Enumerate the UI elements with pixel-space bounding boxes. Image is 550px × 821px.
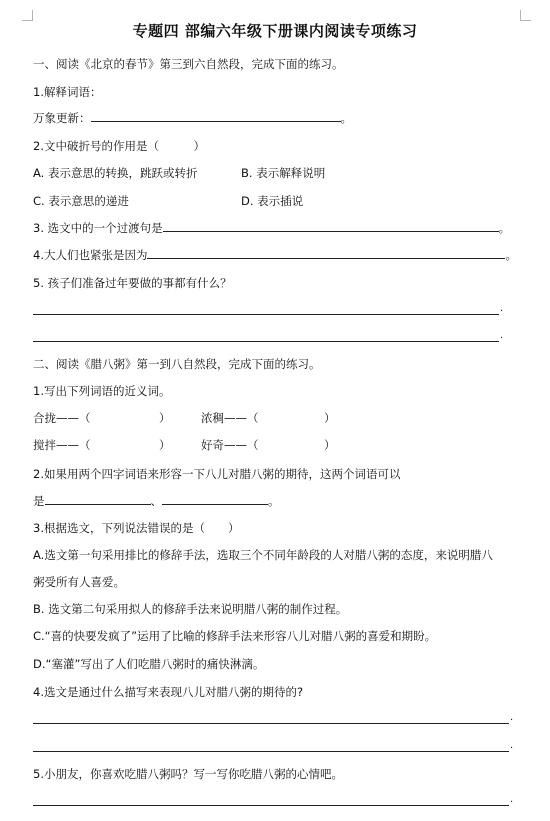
s2-q5-dot-1: . xyxy=(510,794,514,805)
s2-q1-pair-2-left: 搅拌——（ xyxy=(33,438,91,452)
s1-q4-end: 。 xyxy=(505,248,517,262)
s2-q1-pair-2-left-close: ） xyxy=(159,438,171,452)
s2-q2-start: 是 xyxy=(33,494,45,508)
s2-q2-blank-2 xyxy=(162,494,268,505)
section2-heading: 二、阅读《腊八粥》第一到八自然段，完成下面的练习。 xyxy=(33,357,321,371)
s1-q5-dot-1: . xyxy=(500,303,504,314)
s2-q4-answer-line-2 xyxy=(33,751,509,752)
s2-q1-pair-1-right: 浓稠——（ xyxy=(201,411,259,425)
s2-q3-option-c: C.“喜的快要发疯了”运用了比喻的修辞手法来形容八儿对腊八粥的喜爱和期盼。 xyxy=(33,629,437,643)
s1-q2: 2.文中破折号的作用是（ ） xyxy=(33,139,205,153)
s1-q1-term: 万象更新： xyxy=(33,111,91,125)
s2-q4: 4.选文是通过什么描写来表现八儿对腊八粥的期待的? xyxy=(33,685,304,699)
s2-q1-pair-2-right: 好奇——（ xyxy=(201,438,259,452)
s2-q4-answer-line-1 xyxy=(33,723,509,724)
s2-q2-blank-1 xyxy=(45,494,151,505)
s1-q1: 1.解释词语： xyxy=(33,85,102,99)
s2-q2-line1: 2.如果用两个四字词语来形容一下八儿对腊八粥的期待，这两个词语可以 xyxy=(33,467,401,481)
s1-q5-answer-line-1 xyxy=(33,314,499,315)
s1-q1-blank xyxy=(91,111,341,122)
s1-q3-blank xyxy=(163,221,499,232)
s1-q5: 5. 孩子们准备过年要做的事都有什么？ xyxy=(33,276,232,290)
s1-q4-line xyxy=(33,247,517,263)
s2-q1-pair-1-right-close: ） xyxy=(324,411,336,425)
s2-q3: 3.根据选文，下列说法错误的是（ ） xyxy=(33,521,240,535)
s2-q1: 1.写出下列词语的近义词。 xyxy=(33,384,171,398)
section1-heading: 一、阅读《北京的春节》第三到六自然段，完成下面的练习。 xyxy=(33,57,344,71)
s2-q1-pair-2-right-close: ） xyxy=(324,438,336,452)
s1-q1-end: 。 xyxy=(340,111,352,125)
s2-q4-dot-1: . xyxy=(510,712,514,723)
s2-q2-end: 。 xyxy=(268,494,280,508)
document-title: 专题四 部编六年级下册课内阅读专项练习 xyxy=(132,22,418,40)
s1-q2-option-b: B. 表示解释说明 xyxy=(241,166,326,180)
s2-q1-pair-1-left: 合拢——（ xyxy=(33,411,91,425)
s1-q4: 4.大人们也紧张是因为 xyxy=(33,248,148,262)
s2-q2-line2 xyxy=(33,493,280,509)
s1-q3: 3. 选文中的一个过渡句是 xyxy=(33,221,163,235)
s1-q3-end: 。 xyxy=(498,221,511,235)
s2-q3-option-a-line2: 粥受所有人喜爱。 xyxy=(33,575,125,589)
s2-q4-dot-2: . xyxy=(510,740,514,751)
s1-q2-option-a: A. 表示意思的转换，跳跃或转折 xyxy=(33,166,198,180)
s1-q1-line xyxy=(33,110,352,126)
s2-q1-pair-1-left-close: ） xyxy=(159,411,171,425)
s2-q5-answer-line-1 xyxy=(33,805,509,806)
s1-q2-option-d: D. 表示插说 xyxy=(241,194,304,208)
s1-q2-option-c: C. 表示意思的递进 xyxy=(33,194,129,208)
s1-q5-answer-line-2 xyxy=(33,341,499,342)
s2-q3-option-d: D.“塞灌”写出了人们吃腊八粥时的痛快淋漓。 xyxy=(33,657,265,671)
s2-q2-sep: 、 xyxy=(150,494,162,508)
s1-q4-blank xyxy=(147,248,505,259)
s1-q5-dot-2: . xyxy=(500,330,504,341)
s2-q3-option-a-line1: A.选文第一句采用排比的修辞手法，选取三个不同年龄段的人对腊八粥的态度，来说明腊八 xyxy=(33,548,493,562)
s2-q3-option-b: B. 选文第二句采用拟人的修辞手法来说明腊八粥的制作过程。 xyxy=(33,602,348,616)
s1-q3-line xyxy=(33,220,510,236)
s2-q5: 5.小朋友，你喜欢吃腊八粥吗？写一写你吃腊八粥的心情吧。 xyxy=(33,767,343,781)
